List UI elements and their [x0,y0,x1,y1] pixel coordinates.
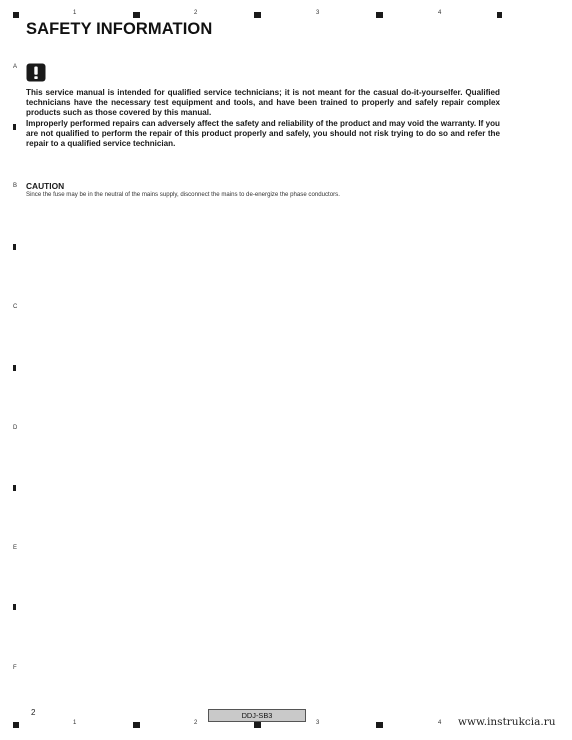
row-letter-e: E [13,545,18,551]
column-number-3: 3 [316,10,320,16]
column-number-2: 2 [194,720,198,726]
registration-mark [376,722,383,728]
row-tick [13,365,16,371]
row-letter-d: D [13,425,18,431]
model-label: DDJ-SB3 [208,709,306,722]
column-number-4: 4 [438,720,442,726]
row-tick [13,485,16,491]
registration-mark [254,722,261,728]
column-number-2: 2 [194,10,198,16]
row-letter-f: F [13,665,17,671]
registration-mark [13,722,19,728]
warning-paragraph: Improperly performed repairs can adversely affect the safety and reliability of the product and may void the warranty. If you are not qualified to perform the repair of this product properly and safely, you should not risk trying to do so and refer the repair to a qualified service technician. [26,118,500,149]
row-tick [13,244,16,250]
warning-icon [26,63,46,82]
page-title: SAFETY INFORMATION [26,20,213,38]
row-tick [13,604,16,610]
row-letter-b: B [13,183,18,189]
watermark: www.instrukcia.ru [458,716,556,728]
column-number-3: 3 [316,720,320,726]
column-number-1: 1 [73,720,77,726]
row-letter-a: A [13,64,18,70]
registration-mark [133,722,140,728]
row-tick [13,124,16,130]
registration-mark [376,12,383,18]
row-letter-c: C [13,304,18,310]
column-number-4: 4 [438,10,442,16]
page-number: 2 [31,708,36,717]
caution-heading: CAUTION [26,181,65,191]
registration-mark [133,12,140,18]
registration-mark [254,12,261,18]
registration-mark [13,12,19,18]
column-number-1: 1 [73,10,77,16]
warning-text [26,88,500,149]
caution-text: Since the fuse may be in the neutral of the mains supply, disconnect the mains to de-energize the phase conductors. [26,191,340,198]
warning-paragraph: This service manual is intended for qualified service technicians; it is not meant for the casual do-it-yourselfer. Qualified technicians have the necessary test equipment and tools, and have been trained to properly and safely repair complex products such as those covered by this manual. [26,88,500,118]
registration-mark [497,12,502,18]
